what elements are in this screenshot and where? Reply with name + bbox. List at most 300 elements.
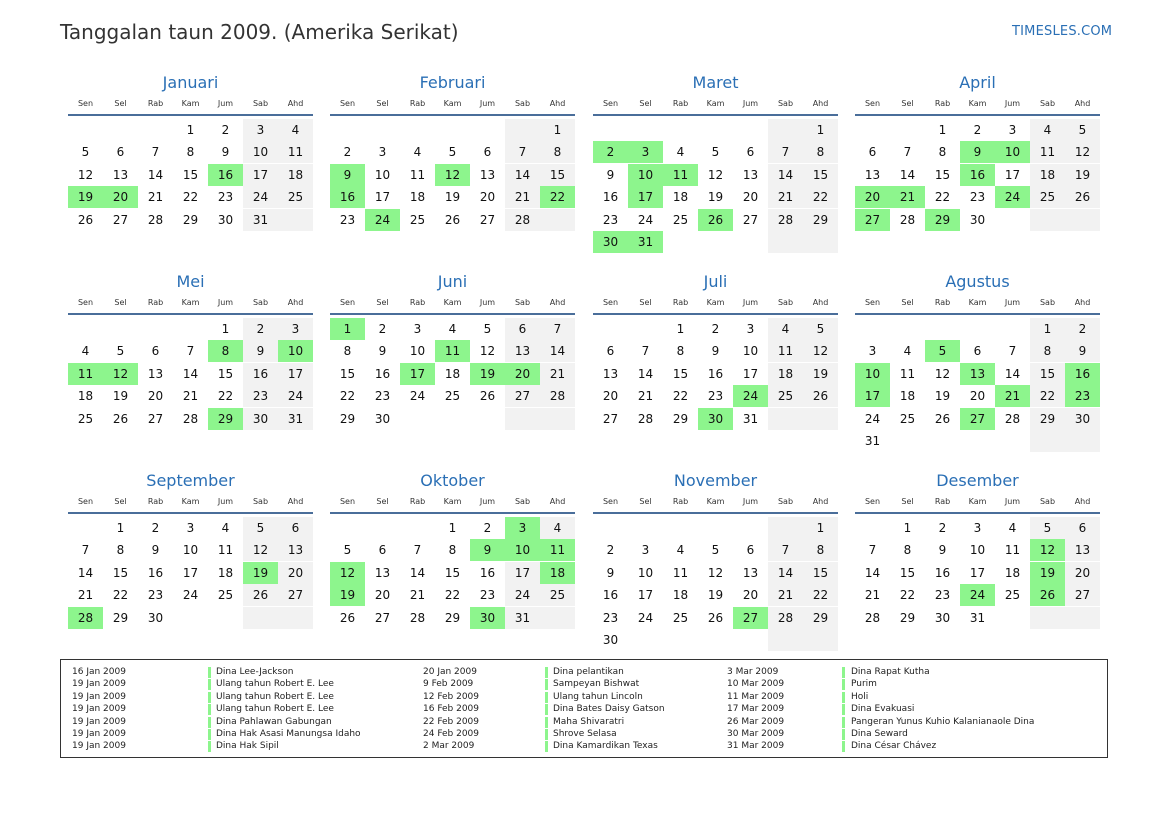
weekday-label: Jum — [217, 497, 234, 506]
weekday-label: Sen — [77, 99, 94, 108]
header-rule — [68, 114, 313, 116]
day-cell: 8 — [803, 539, 838, 561]
holiday-marker — [208, 667, 211, 678]
day-cell: 23 — [147, 588, 164, 603]
empty-weekend-cell — [540, 607, 575, 629]
holiday-day-cell: 27 — [855, 209, 890, 231]
holiday-day-cell: 11 — [435, 340, 470, 362]
day-cell: 7 — [81, 543, 90, 558]
legend-row — [423, 716, 723, 728]
day-cell: 21 — [637, 389, 654, 404]
month-maret — [593, 75, 838, 265]
day-cell: 19 — [934, 389, 951, 404]
day-cell: 1 — [938, 123, 947, 137]
holiday-day-cell: 27 — [733, 607, 768, 629]
day-cell: 23 — [969, 190, 986, 205]
weekday-label: Sel — [639, 298, 652, 307]
weekday-label: Sab — [514, 99, 531, 108]
day-cell: 21 — [768, 584, 803, 606]
legend-date: 19 Jan 2009 — [72, 728, 126, 739]
day-cell: 21 — [505, 186, 540, 208]
day-cell: 15 — [899, 565, 916, 580]
day-cell: 4 — [676, 145, 685, 160]
day-cell: 12 — [803, 340, 838, 362]
day-cell: 20 — [742, 190, 759, 205]
legend-column — [72, 666, 372, 753]
legend-holiday-name: Dina César Chávez — [851, 741, 937, 752]
day-cell: 21 — [864, 588, 881, 603]
day-cell: 14 — [768, 562, 803, 584]
weekday-label: Sen — [77, 298, 94, 307]
weekday-label: Ahd — [1074, 298, 1091, 307]
legend-date: 16 Jan 2009 — [72, 667, 126, 677]
legend-date: 22 Feb 2009 — [423, 716, 480, 727]
legend-holiday-name: Ulang tahun Robert E. Lee — [216, 704, 334, 715]
day-cell: 27 — [505, 385, 540, 407]
legend-date: 2 Mar 2009 — [423, 741, 475, 752]
legend-date: 19 Jan 2009 — [72, 691, 126, 702]
weekday-label: Jum — [1004, 99, 1021, 108]
holiday-day-cell: 28 — [68, 607, 103, 629]
day-cell: 25 — [1004, 588, 1021, 603]
month-title: Januari — [162, 73, 219, 92]
weekday-label: Rab — [147, 298, 164, 307]
legend-date: 10 Mar 2009 — [727, 679, 785, 690]
day-cell: 3 — [278, 318, 313, 340]
day-cell: 27 — [112, 212, 129, 227]
empty-weekend-cell — [540, 408, 575, 430]
day-cell: 15 — [803, 562, 838, 584]
legend-holiday-name: Dina pelantikan — [553, 667, 624, 677]
weekday-label: Sel — [114, 298, 127, 307]
holiday-day-cell: 20 — [103, 186, 138, 208]
day-cell: 9 — [243, 340, 278, 362]
legend-holiday-name: Sampeyan Bishwat — [553, 679, 640, 690]
day-cell: 19 — [1065, 164, 1100, 186]
day-cell: 6 — [973, 344, 982, 359]
day-cell: 12 — [243, 539, 278, 561]
day-cell: 19 — [112, 389, 129, 404]
weekday-label: Sab — [252, 497, 269, 506]
day-cell: 4 — [278, 119, 313, 141]
day-cell: 13 — [374, 565, 391, 580]
day-cell: 1 — [116, 521, 125, 535]
day-cell: 8 — [803, 141, 838, 163]
day-cell: 19 — [803, 363, 838, 385]
day-cell: 12 — [707, 565, 724, 580]
day-cell: 7 — [641, 344, 650, 359]
day-cell: 23 — [243, 385, 278, 407]
day-cell: 18 — [768, 363, 803, 385]
day-cell: 25 — [672, 610, 689, 625]
day-cell: 14 — [505, 164, 540, 186]
weekday-label: Ahd — [812, 99, 829, 108]
day-cell: 22 — [339, 389, 356, 404]
weekday-label: Jum — [479, 298, 496, 307]
month-title: Juni — [437, 272, 468, 291]
legend-date: 19 Jan 2009 — [72, 704, 126, 715]
weekday-label: Ahd — [1074, 497, 1091, 506]
day-cell: 2 — [1065, 318, 1100, 340]
day-cell: 3 — [243, 119, 278, 141]
day-cell: 15 — [540, 164, 575, 186]
weekday-label: Sel — [639, 99, 652, 108]
empty-weekend-cell — [768, 408, 803, 430]
month-juli — [593, 274, 838, 464]
holiday-day-cell: 23 — [1065, 385, 1100, 407]
month-title: Juli — [703, 272, 728, 291]
day-cell: 26 — [77, 212, 94, 227]
day-cell: 2 — [343, 145, 352, 160]
day-cell: 5 — [1065, 119, 1100, 141]
day-cell: 26 — [803, 385, 838, 407]
month-title: Mei — [176, 272, 205, 291]
day-cell: 15 — [112, 565, 129, 580]
weekday-label: Sen — [864, 497, 881, 506]
day-cell: 25 — [77, 411, 94, 426]
day-cell: 8 — [1030, 340, 1065, 362]
empty-weekend-cell — [1030, 209, 1065, 231]
day-cell: 13 — [112, 167, 129, 182]
legend-row — [423, 666, 723, 678]
day-cell: 10 — [969, 543, 986, 558]
day-cell: 28 — [182, 411, 199, 426]
day-cell: 2 — [243, 318, 278, 340]
weekday-label: Sel — [376, 99, 389, 108]
legend-holiday-name: Maha Shivaratri — [553, 716, 625, 727]
day-cell: 9 — [1065, 340, 1100, 362]
holiday-day-cell: 19 — [68, 186, 103, 208]
legend-date: 17 Mar 2009 — [727, 704, 785, 715]
legend-holiday-name: Dina Kamardikan Texas — [553, 741, 658, 752]
weekday-label: Sab — [514, 497, 531, 506]
weekday-label: Rab — [934, 298, 951, 307]
day-cell: 31 — [742, 411, 759, 426]
legend-date: 12 Feb 2009 — [423, 691, 480, 702]
day-cell: 7 — [768, 141, 803, 163]
day-cell: 25 — [444, 389, 461, 404]
day-cell: 27 — [374, 610, 391, 625]
day-cell: 13 — [505, 340, 540, 362]
day-cell: 30 — [147, 610, 164, 625]
weekday-label: Sab — [1039, 497, 1056, 506]
day-cell: 7 — [768, 539, 803, 561]
legend-holiday-name: Holi — [851, 691, 869, 702]
holiday-day-cell: 9 — [470, 539, 505, 561]
day-cell: 1 — [803, 119, 838, 141]
legend-row — [72, 678, 372, 690]
month-title: Oktober — [420, 471, 485, 490]
holiday-marker — [842, 717, 845, 728]
month-title: September — [146, 471, 235, 490]
holiday-day-cell: 16 — [208, 164, 243, 186]
legend-holiday-name: Ulang tahun Lincoln — [553, 691, 643, 702]
legend-holiday-name: Dina Pahlawan Gabungan — [216, 716, 332, 727]
day-cell: 26 — [707, 610, 724, 625]
legend-column — [423, 666, 723, 753]
day-cell: 3 — [641, 543, 650, 558]
legend-holiday-name: Pangeran Yunus Kuhio Kalanianaole Dina — [851, 716, 1035, 727]
day-cell: 24 — [278, 385, 313, 407]
day-cell: 11 — [278, 141, 313, 163]
legend-row — [423, 740, 723, 752]
month-oktober — [330, 473, 575, 663]
weekday-label: Jum — [479, 497, 496, 506]
legend-date: 31 Mar 2009 — [727, 741, 785, 752]
day-cell: 5 — [711, 145, 720, 160]
day-cell: 17 — [505, 562, 540, 584]
day-cell: 25 — [899, 411, 916, 426]
holiday-day-cell: 30 — [698, 408, 733, 430]
weekday-label: Kam — [443, 298, 462, 307]
empty-weekend-cell — [803, 231, 838, 253]
day-cell: 6 — [278, 517, 313, 539]
day-cell: 4 — [1030, 119, 1065, 141]
weekday-label: Kam — [181, 99, 200, 108]
weekday-label: Sab — [777, 298, 794, 307]
day-cell: 28 — [505, 209, 540, 231]
weekday-label: Sel — [901, 298, 914, 307]
weekday-label: Rab — [409, 99, 426, 108]
day-cell: 22 — [1030, 385, 1065, 407]
day-cell: 27 — [147, 411, 164, 426]
legend-holiday-name: Dina Bates Daisy Gatson — [553, 704, 665, 715]
day-cell: 26 — [934, 411, 951, 426]
month-september — [68, 473, 313, 663]
day-cell: 29 — [899, 610, 916, 625]
day-cell: 2 — [221, 123, 230, 137]
day-cell: 23 — [707, 389, 724, 404]
day-cell: 1 — [676, 322, 685, 336]
day-cell: 23 — [479, 588, 496, 603]
legend-column — [727, 666, 1097, 753]
weekday-label: Rab — [147, 99, 164, 108]
day-cell: 7 — [540, 318, 575, 340]
empty-weekend-cell — [768, 231, 803, 253]
day-cell: 14 — [77, 565, 94, 580]
holiday-marker — [545, 741, 548, 752]
day-cell: 10 — [243, 141, 278, 163]
day-cell: 16 — [707, 366, 724, 381]
holiday-day-cell: 17 — [628, 186, 663, 208]
header-rule — [855, 512, 1100, 514]
day-cell: 12 — [934, 366, 951, 381]
weekday-label: Jum — [217, 298, 234, 307]
holiday-marker — [842, 667, 845, 678]
weekday-label: Sen — [77, 497, 94, 506]
month-title: Desember — [936, 471, 1019, 490]
day-cell: 11 — [1004, 543, 1021, 558]
day-cell: 18 — [1030, 164, 1065, 186]
month-agustus — [855, 274, 1100, 464]
day-cell: 18 — [899, 389, 916, 404]
day-cell: 5 — [483, 322, 492, 336]
month-title: Agustus — [945, 272, 1010, 291]
weekday-label: Jum — [217, 99, 234, 108]
holiday-day-cell: 9 — [330, 164, 365, 186]
empty-weekend-cell — [768, 119, 803, 141]
weekday-label: Sab — [252, 298, 269, 307]
day-cell: 28 — [768, 209, 803, 231]
day-cell: 8 — [903, 543, 912, 558]
holiday-day-cell: 11 — [68, 363, 103, 385]
day-cell: 21 — [182, 389, 199, 404]
empty-weekend-cell — [1065, 430, 1100, 452]
day-cell: 13 — [278, 539, 313, 561]
holiday-day-cell: 24 — [733, 385, 768, 407]
legend-date: 3 Mar 2009 — [727, 667, 779, 677]
holiday-day-cell: 9 — [960, 141, 995, 163]
weekday-label: Sel — [114, 497, 127, 506]
weekday-label: Rab — [934, 99, 951, 108]
legend-row — [727, 703, 1097, 715]
weekday-label: Sel — [639, 497, 652, 506]
weekday-label: Sab — [1039, 99, 1056, 108]
day-cell: 20 — [479, 190, 496, 205]
empty-weekend-cell — [1065, 209, 1100, 231]
weekday-label: Rab — [672, 298, 689, 307]
day-cell: 22 — [217, 389, 234, 404]
month-title: November — [673, 471, 758, 490]
weekday-label: Kam — [706, 298, 725, 307]
weekday-label: Rab — [409, 298, 426, 307]
holiday-day-cell: 19 — [243, 562, 278, 584]
day-cell: 25 — [768, 385, 803, 407]
holiday-day-cell: 20 — [855, 186, 890, 208]
legend-row — [72, 728, 372, 740]
weekday-label: Rab — [934, 497, 951, 506]
legend-holiday-name: Ulang tahun Robert E. Lee — [216, 691, 334, 702]
legend-date: 19 Jan 2009 — [72, 679, 126, 690]
day-cell: 26 — [479, 389, 496, 404]
weekday-label: Rab — [409, 497, 426, 506]
day-cell: 17 — [374, 190, 391, 205]
day-cell: 4 — [676, 543, 685, 558]
day-cell: 5 — [81, 145, 90, 160]
day-cell: 7 — [1008, 344, 1017, 359]
day-cell: 27 — [278, 584, 313, 606]
holiday-day-cell: 24 — [365, 209, 400, 231]
holiday-marker — [545, 717, 548, 728]
day-cell: 18 — [217, 565, 234, 580]
day-cell: 20 — [602, 389, 619, 404]
day-cell: 24 — [182, 588, 199, 603]
month-title: Maret — [692, 73, 739, 92]
day-cell: 27 — [742, 212, 759, 227]
day-cell: 14 — [182, 366, 199, 381]
day-cell: 11 — [217, 543, 234, 558]
holiday-day-cell: 11 — [663, 164, 698, 186]
day-cell: 13 — [1065, 539, 1100, 561]
day-cell: 18 — [672, 190, 689, 205]
day-cell: 17 — [742, 366, 759, 381]
legend-row — [727, 740, 1097, 752]
day-cell: 1 — [186, 123, 195, 137]
empty-weekend-cell — [768, 517, 803, 539]
holiday-day-cell: 26 — [698, 209, 733, 231]
day-cell: 16 — [374, 366, 391, 381]
legend-holiday-name: Dina Hak Sipil — [216, 741, 279, 752]
header-rule — [330, 512, 575, 514]
day-cell: 3 — [1008, 123, 1017, 137]
day-cell: 26 — [444, 212, 461, 227]
day-cell: 15 — [182, 167, 199, 182]
day-cell: 25 — [672, 212, 689, 227]
legend-row — [727, 666, 1097, 678]
day-cell: 20 — [147, 389, 164, 404]
day-cell: 28 — [768, 607, 803, 629]
legend-holiday-name: Dina Hak Asasi Manungsa Idaho — [216, 728, 361, 739]
day-cell: 2 — [378, 322, 387, 336]
day-cell: 4 — [413, 145, 422, 160]
day-cell: 9 — [151, 543, 160, 558]
day-cell: 30 — [969, 212, 986, 227]
holiday-day-cell: 29 — [208, 408, 243, 430]
holiday-marker — [842, 679, 845, 690]
holiday-day-cell: 27 — [960, 408, 995, 430]
holiday-day-cell: 5 — [925, 340, 960, 362]
day-cell: 15 — [1030, 363, 1065, 385]
day-cell: 6 — [116, 145, 125, 160]
holiday-marker — [208, 717, 211, 728]
header-rule — [68, 512, 313, 514]
weekday-label: Ahd — [287, 99, 304, 108]
month-april — [855, 75, 1100, 265]
site-brand-link[interactable]: TIMESLES.COM — [1012, 24, 1113, 39]
empty-weekend-cell — [540, 209, 575, 231]
empty-weekend-cell — [278, 607, 313, 629]
day-cell: 23 — [934, 588, 951, 603]
day-cell: 13 — [742, 565, 759, 580]
day-cell: 24 — [637, 212, 654, 227]
day-cell: 25 — [217, 588, 234, 603]
holiday-day-cell: 16 — [1065, 363, 1100, 385]
day-cell: 24 — [505, 584, 540, 606]
holiday-marker — [208, 729, 211, 740]
legend-holiday-name: Dina Lee-Jackson — [216, 667, 294, 677]
day-cell: 17 — [969, 565, 986, 580]
day-cell: 14 — [147, 167, 164, 182]
day-cell: 2 — [483, 521, 492, 535]
day-cell: 13 — [742, 167, 759, 182]
day-cell: 2 — [151, 521, 160, 535]
holiday-legend — [60, 659, 1108, 758]
month-november — [593, 473, 838, 663]
day-cell: 14 — [1004, 366, 1021, 381]
header-rule — [593, 114, 838, 116]
day-cell: 20 — [742, 588, 759, 603]
weekday-label: Sen — [339, 298, 356, 307]
weekday-label: Sel — [114, 99, 127, 108]
holiday-day-cell: 26 — [1030, 584, 1065, 606]
empty-weekend-cell — [1030, 607, 1065, 629]
holiday-marker — [842, 692, 845, 703]
day-cell: 9 — [711, 344, 720, 359]
day-cell: 8 — [540, 141, 575, 163]
day-cell: 30 — [374, 411, 391, 426]
holiday-day-cell: 17 — [400, 363, 435, 385]
weekday-label: Jum — [742, 298, 759, 307]
day-cell: 8 — [116, 543, 125, 558]
holiday-day-cell: 3 — [628, 141, 663, 163]
day-cell: 13 — [147, 366, 164, 381]
holiday-day-cell: 12 — [103, 363, 138, 385]
day-cell: 25 — [1030, 186, 1065, 208]
legend-row — [727, 728, 1097, 740]
day-cell: 28 — [540, 385, 575, 407]
day-cell: 28 — [637, 411, 654, 426]
header-rule — [68, 313, 313, 315]
